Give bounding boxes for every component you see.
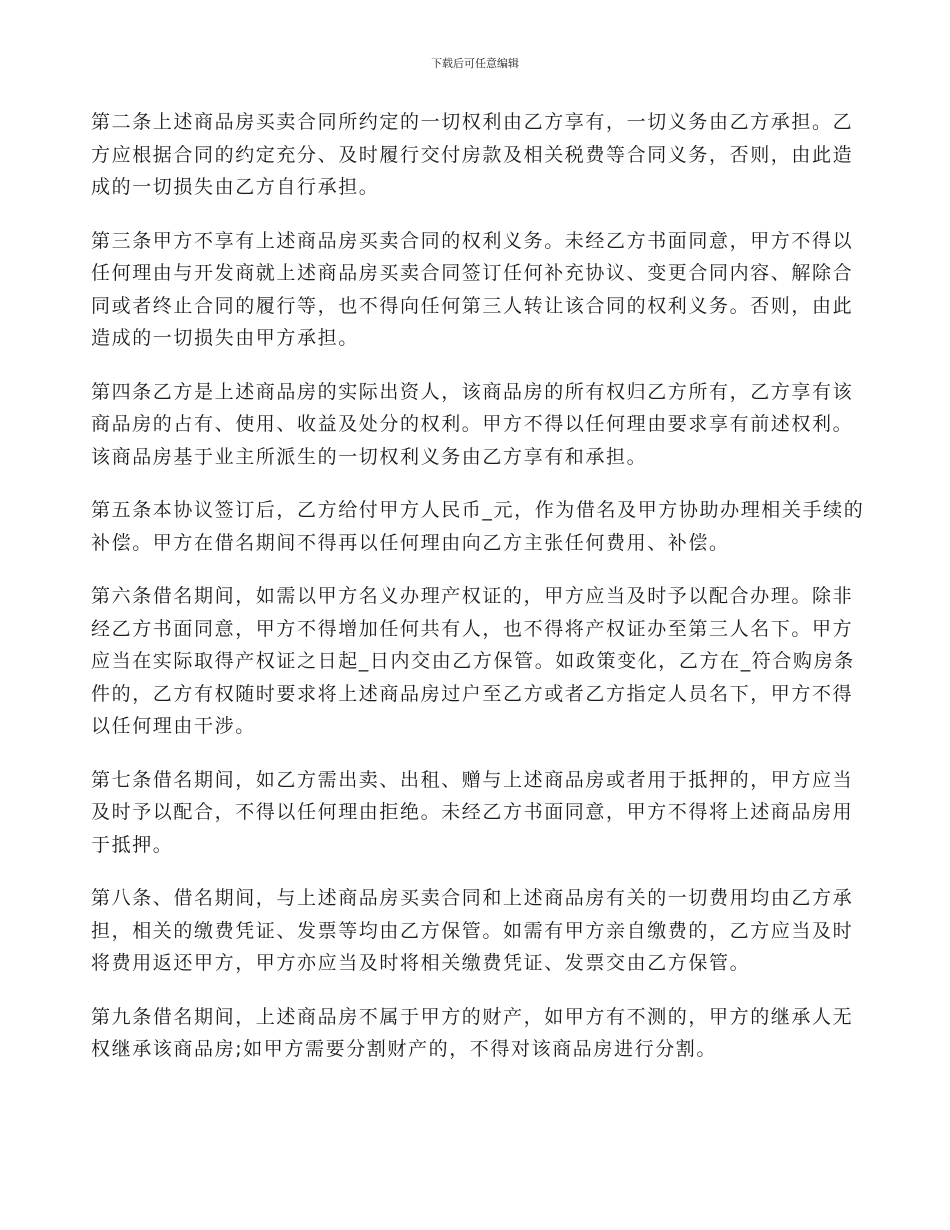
clause-3: 第三条甲方不享有上述商品房买卖合同的权利义务。未经乙方书面同意，甲方不得以任何理由与开发商就上述商品房买卖合同签订任何补充协议、变更合同内容、解除合同或者终止合同的履行等，也不得向任何第三人转让该合同的权利义务。否则，由此造成的一切损失由甲方承担。 <box>91 229 854 349</box>
clause-2: 第二条上述商品房买卖合同所约定的一切权利由乙方享有，一切义务由乙方承担。乙方应根据合同的约定充分、及时履行交付房款及相关税费等合同义务，否则，由此造成的一切损失由乙方自行承担。 <box>91 111 854 198</box>
page-header: 下载后可任意编辑 <box>431 57 519 70</box>
document-body <box>91 106 866 1087</box>
clause-7: 第七条借名期间，如乙方需出卖、出租、赠与上述商品房或者用于抵押的，甲方应当及时予以配合，不得以任何理由拒绝。未经乙方书面同意，甲方不得将上述商品房用于抵押。 <box>91 768 854 856</box>
clause-8: 第八条、借名期间，与上述商品房买卖合同和上述商品房有关的一切费用均由乙方承担，相关的缴费凭证、发票等均由乙方保管。如需有甲方亲自缴费的，乙方应当及时将费用返还甲方，甲方亦应当及时将相关缴费凭证、发票交由乙方保管。 <box>91 887 854 974</box>
clause-5: 第五条本协议签订后，乙方给付甲方人民币_元，作为借名及甲方协助办理相关手续的补偿。甲方在借名期间不得再以任何理由向乙方主张任何费用、补偿。 <box>91 499 865 554</box>
clause-4: 第四条乙方是上述商品房的实际出资人，该商品房的所有权归乙方所有，乙方享有该商品房的占有、使用、收益及处分的权利。甲方不得以任何理由要求享有前述权利。该商品房基于业主所派生的一切权利义务由乙方享有和承担。 <box>91 380 854 468</box>
clause-6: 第六条借名期间，如需以甲方名义办理产权证的，甲方应当及时予以配合办理。除非经乙方书面同意，甲方不得增加任何共有人，也不得将产权证办至第三人名下。甲方应当在实际取得产权证之日起_日内交由乙方保管。如政策变化，乙方在_符合购房条件的，乙方有权随时要求将上述商品房过户至乙方或者乙方指定人员名下，甲方不得以任何理由干涉。 <box>91 585 855 737</box>
clause-9: 第九条借名期间，上述商品房不属于甲方的财产，如甲方有不测的，甲方的继承人无权继承该商品房;如甲方需要分割财产的，不得对该商品房进行分割。 <box>91 1005 854 1060</box>
